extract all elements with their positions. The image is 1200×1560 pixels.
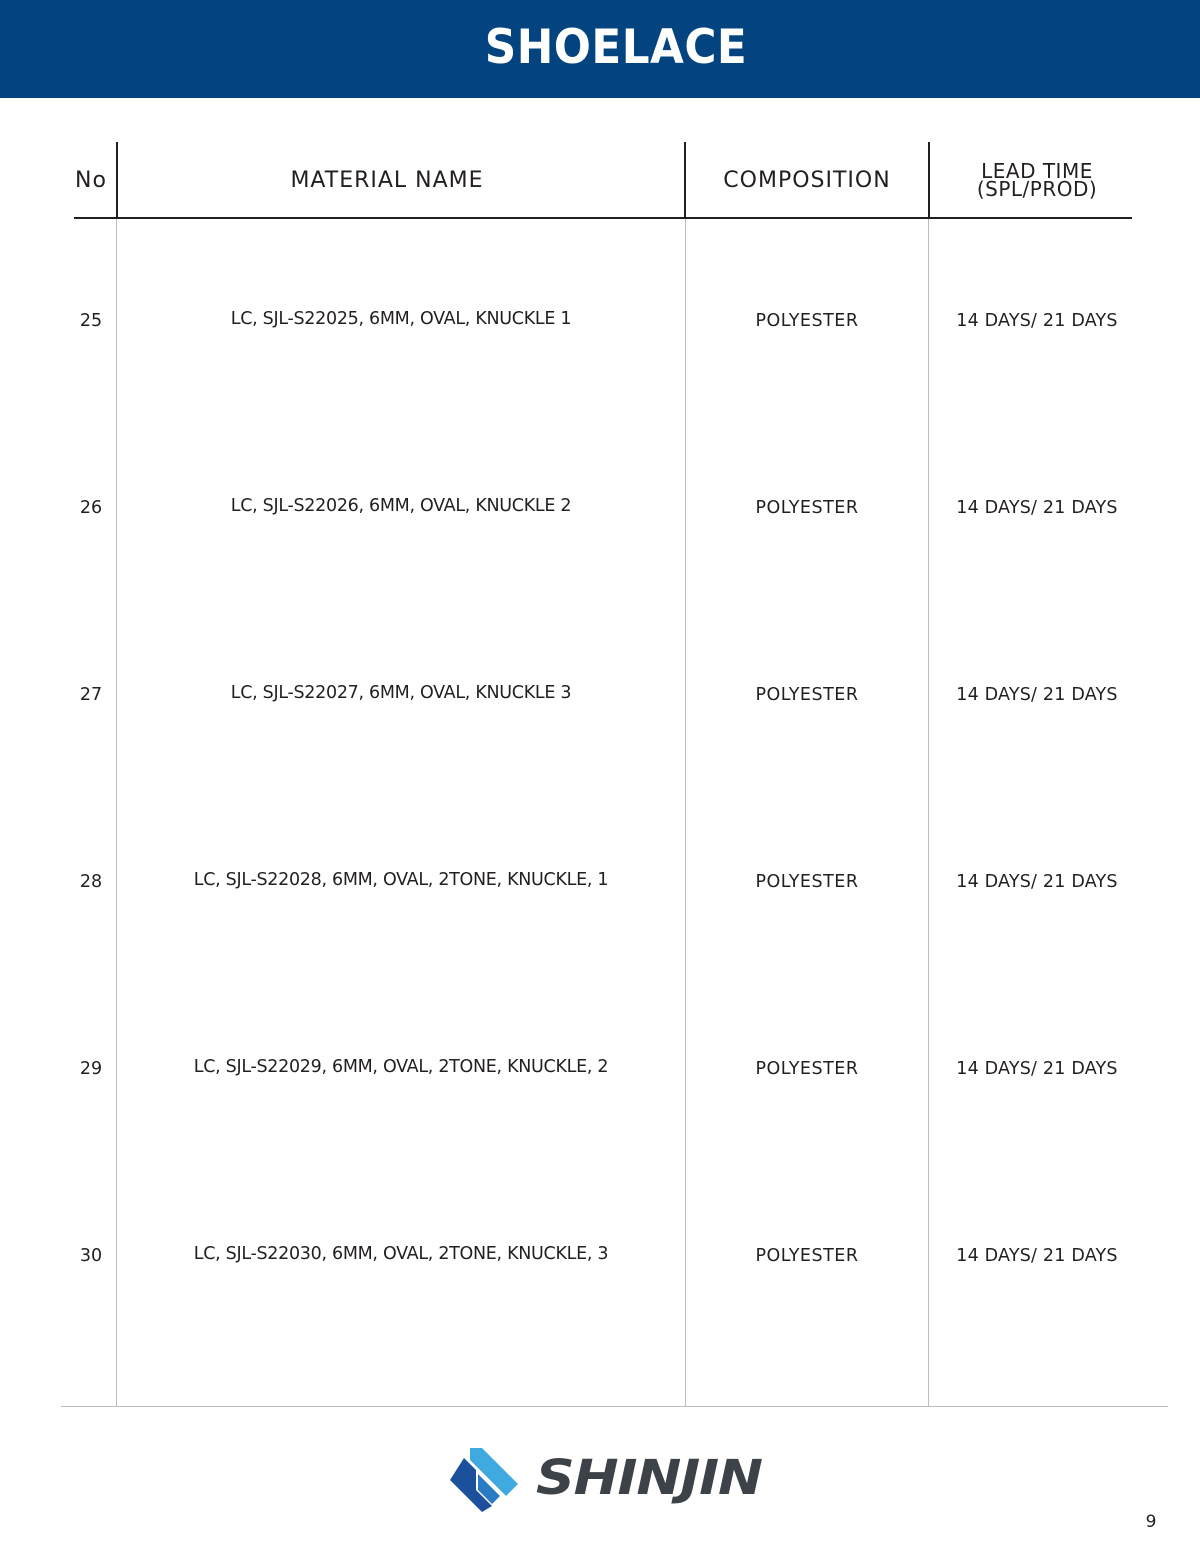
cell-lead-time: 14 DAYS/ 21 DAYS [956, 311, 1118, 331]
cell-no: 30 [79, 1246, 103, 1266]
table-bottom-rule [61, 1406, 1168, 1407]
cell-no: 27 [79, 685, 103, 705]
cell-composition: POLYESTER [755, 1059, 859, 1079]
column-divider-3 [928, 219, 929, 1406]
cell-composition: POLYESTER [755, 872, 859, 892]
table-row [0, 862, 1200, 902]
column-divider-1 [116, 219, 117, 1406]
cell-lead-time: 14 DAYS/ 21 DAYS [956, 1246, 1118, 1266]
cell-material-name: LC, SJL-S22026, 6MM, OVAL, KNUCKLE 2 [230, 496, 572, 516]
table-row [0, 301, 1200, 341]
cell-material-name: LC, SJL-S22028, 6MM, OVAL, 2TONE, KNUCKLE, 1 [193, 870, 609, 890]
cell-no: 29 [79, 1059, 103, 1079]
cell-composition: POLYESTER [755, 311, 859, 331]
cell-material-name: LC, SJL-S22030, 6MM, OVAL, 2TONE, KNUCKLE, 3 [193, 1244, 609, 1264]
column-header-no: No [75, 167, 107, 193]
cell-material-name: LC, SJL-S22027, 6MM, OVAL, KNUCKLE 3 [230, 683, 572, 703]
cell-lead-time: 14 DAYS/ 21 DAYS [956, 685, 1118, 705]
page-title: SHOELACE [484, 20, 748, 75]
column-header-material-name: MATERIAL NAME [290, 167, 484, 193]
cell-lead-time: 14 DAYS/ 21 DAYS [956, 1059, 1118, 1079]
cell-lead-time: 14 DAYS/ 21 DAYS [956, 872, 1118, 892]
column-divider-2 [685, 219, 686, 1406]
cell-lead-time: 14 DAYS/ 21 DAYS [956, 498, 1118, 518]
cell-composition: POLYESTER [755, 1246, 859, 1266]
lead-time-sublabel: (SPL/PROD) [976, 177, 1098, 201]
cell-composition: POLYESTER [755, 685, 859, 705]
shinjin-logo-icon [448, 1448, 524, 1512]
cell-no: 25 [79, 311, 103, 331]
table-row [0, 1049, 1200, 1089]
cell-material-name: LC, SJL-S22025, 6MM, OVAL, KNUCKLE 1 [230, 309, 572, 329]
cell-composition: POLYESTER [755, 498, 859, 518]
page-number: 9 [1145, 1512, 1157, 1532]
column-header-composition: COMPOSITION [723, 167, 891, 193]
cell-material-name: LC, SJL-S22029, 6MM, OVAL, 2TONE, KNUCKLE, 2 [193, 1057, 609, 1077]
table-row [0, 675, 1200, 715]
brand-wordmark: SHINJIN [536, 1450, 762, 1506]
lead-time-label: LEAD TIME [981, 159, 1093, 183]
column-header-lead-time [929, 142, 1145, 218]
table-row [0, 1236, 1200, 1276]
table-row [0, 488, 1200, 528]
cell-no: 28 [79, 872, 103, 892]
cell-no: 26 [79, 498, 103, 518]
